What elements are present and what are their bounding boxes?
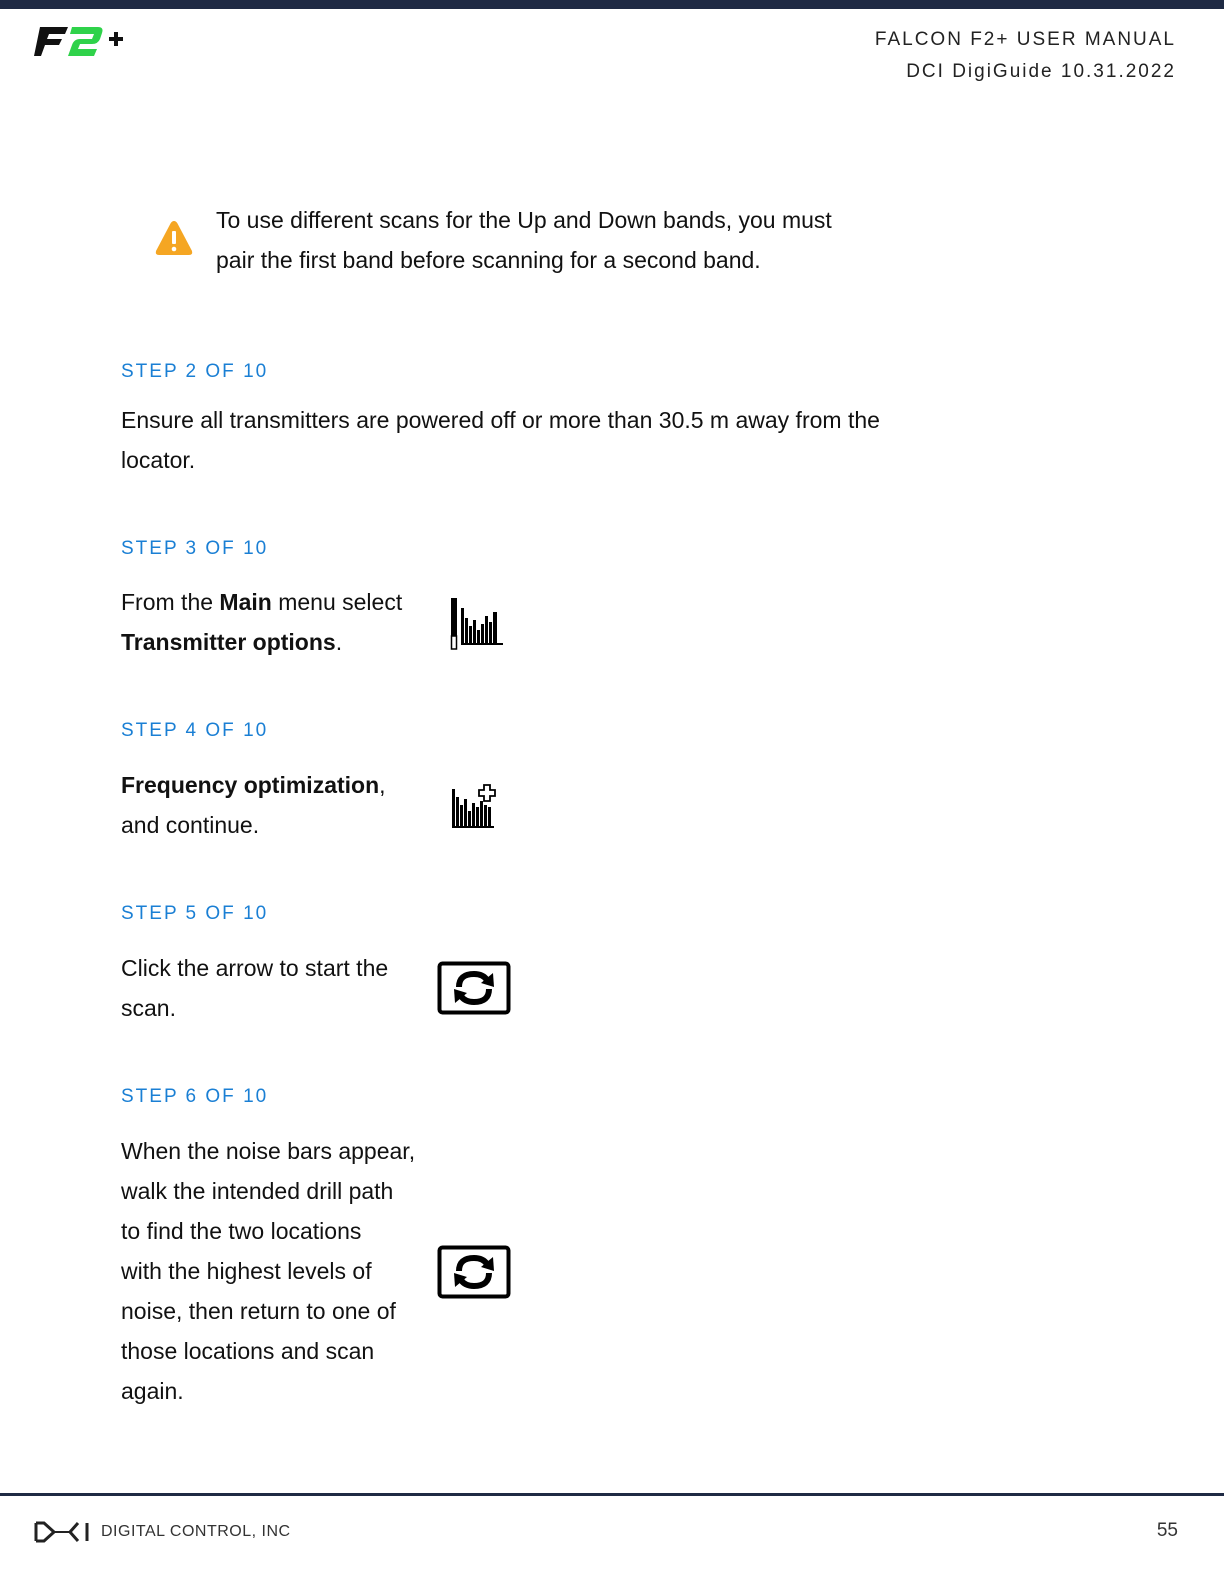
- manual-title: FALCON F2+ USER MANUAL: [874, 29, 1176, 50]
- step-6-line-1: When the noise bars appear,: [121, 1138, 416, 1164]
- step-4-label: STEP 4 OF 10: [121, 720, 269, 741]
- step-2-label: STEP 2 OF 10: [121, 361, 269, 382]
- scan-refresh-icon[interactable]: [437, 961, 511, 1015]
- step-5-text: [121, 948, 441, 1028]
- manual-version: DCI DigiGuide 10.31.2022: [906, 61, 1176, 82]
- warning-line-1: To use different scans for the Up and Down bands, you must: [216, 207, 832, 233]
- step-6-line-7: again.: [121, 1378, 184, 1404]
- step-2-line-2: locator.: [121, 447, 196, 473]
- step-4-line-1: Frequency optimization,: [121, 772, 386, 798]
- frequency-optimization-icon[interactable]: [450, 783, 502, 831]
- step-6-text: [121, 1131, 441, 1411]
- company-name: DIGITAL CONTROL, INC: [101, 1523, 291, 1540]
- step-6-line-6: those locations and scan: [121, 1338, 375, 1364]
- step-6-line-2: walk the intended drill path: [121, 1178, 394, 1204]
- scan-refresh-icon[interactable]: [437, 1245, 511, 1299]
- f2-plus-logo: [34, 24, 126, 60]
- step-3-line-2: Transmitter options.: [121, 629, 343, 655]
- step-5-line-1: Click the arrow to start the: [121, 955, 389, 981]
- step-6-line-5: noise, then return to one of: [121, 1298, 396, 1324]
- step-3-label: STEP 3 OF 10: [121, 538, 269, 559]
- dci-logo: [34, 1521, 90, 1543]
- step-4-text: [121, 765, 441, 845]
- warning-triangle-icon: [154, 218, 194, 258]
- header-text: [875, 24, 1176, 88]
- step-2-text: [121, 400, 921, 480]
- step-3-text: [121, 582, 441, 662]
- warning-text: [216, 200, 876, 280]
- step-6-line-4: with the highest levels of: [121, 1258, 372, 1284]
- page-number: 55: [1156, 1520, 1178, 1541]
- step-3-line-1: From the Main menu select: [121, 589, 403, 615]
- top-border-bar: [0, 0, 1224, 9]
- frequency-optimization-term: Frequency optimization: [121, 772, 380, 798]
- main-menu-term: Main: [219, 589, 272, 615]
- step-2-line-1: Ensure all transmitters are powered off or more than 30.5 m away from the: [121, 407, 880, 433]
- footer-divider: [0, 1493, 1224, 1496]
- step-4-line-2: and continue.: [121, 812, 260, 838]
- transmitter-options-icon[interactable]: [449, 596, 505, 652]
- step-5-line-2: scan.: [121, 995, 176, 1021]
- step-6-label: STEP 6 OF 10: [121, 1086, 269, 1107]
- step-5-label: STEP 5 OF 10: [121, 903, 269, 924]
- step-6-line-3: to find the two locations: [121, 1218, 362, 1244]
- transmitter-options-term: Transmitter options: [121, 629, 336, 655]
- warning-line-2: pair the first band before scanning for a second band.: [216, 247, 761, 273]
